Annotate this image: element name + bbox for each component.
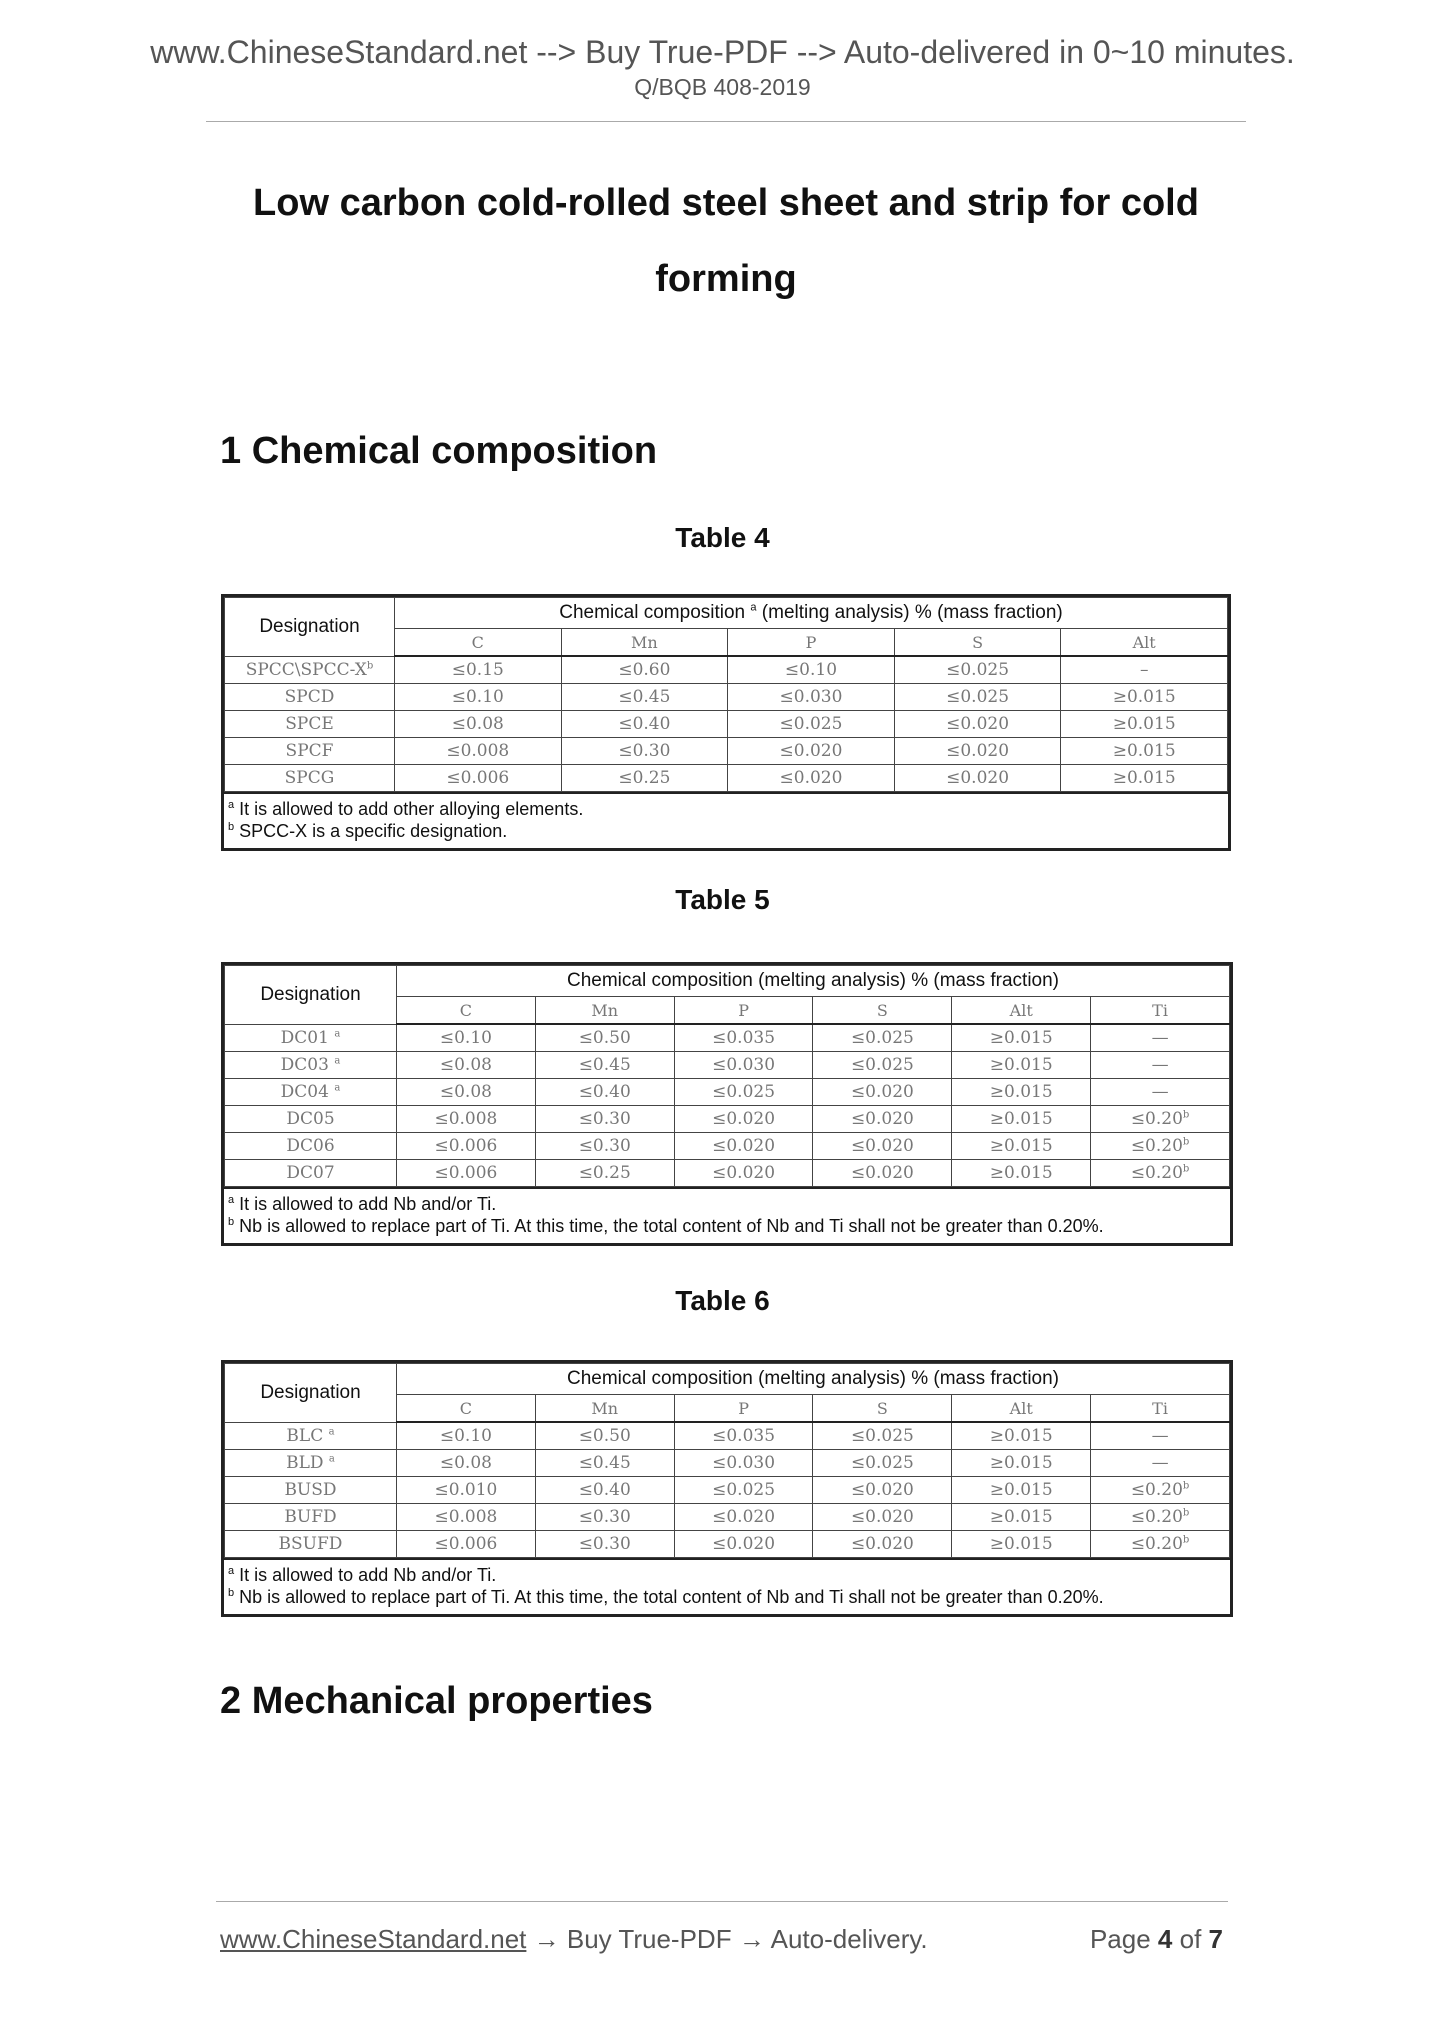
table-cell: ≤0.006 (397, 1133, 536, 1160)
table6-col-header: C (397, 1395, 536, 1423)
table-cell: ≤0.45 (561, 684, 728, 711)
table-cell: ≥0.015 (952, 1504, 1091, 1531)
page-total: 7 (1208, 1924, 1223, 1954)
table-cell: ≤0.40 (561, 711, 728, 738)
table-row (225, 1079, 1230, 1106)
table-cell: ≤0.020 (813, 1531, 952, 1558)
table-cell: ≤0.10 (728, 656, 895, 684)
table5-group-header: Chemical composition (melting analysis) % (mass fraction) (397, 966, 1230, 997)
table-row (225, 711, 1228, 738)
table5-designation-header: Designation (225, 966, 397, 1025)
section-heading-chemical: 1 Chemical composition (220, 430, 658, 472)
footer-delivery-text: Auto-delivery. (770, 1924, 928, 1954)
table-cell: ≤0.006 (395, 765, 562, 792)
table-cell: ≤0.08 (397, 1079, 536, 1106)
table-cell: ≥0.015 (952, 1160, 1091, 1187)
table-footnote: $^b$ Nb is allowed to replace part of Ti. At this time, the total content of Nb and Ti shall not be greater than 0.20%. (228, 1216, 1104, 1236)
table5-notes (224, 1187, 1230, 1243)
table-cell: ≤0.30 (535, 1504, 674, 1531)
table-cell: ≤0.30 (561, 738, 728, 765)
table-cell: ≤0.40 (535, 1477, 674, 1504)
table4-col-header: S (894, 629, 1061, 657)
table-footnote: $^a$ It is allowed to add Nb and/or Ti. (228, 1194, 497, 1214)
table-cell: — (1091, 1422, 1230, 1450)
table5-col-header: Alt (952, 997, 1091, 1025)
table-cell-designation: DC07 (225, 1160, 397, 1187)
table-cell: ≤0.020 (813, 1133, 952, 1160)
table-cell: ≤0.60 (561, 656, 728, 684)
footer-link[interactable]: www.ChineseStandard.net (220, 1924, 527, 1954)
table4-group-header: Chemical composition $^a$ (melting analysis) % (mass fraction) (395, 598, 1228, 629)
table-row (225, 738, 1228, 765)
table-cell: — (1091, 1079, 1230, 1106)
table-cell: — (1091, 1450, 1230, 1477)
table-cell: ≤0.30 (535, 1133, 674, 1160)
table-row (225, 1052, 1230, 1079)
arrow-icon: → (533, 1924, 560, 1954)
table-row (225, 1504, 1230, 1531)
table-cell: ≤0.030 (674, 1052, 813, 1079)
table4-notes (224, 792, 1228, 848)
page-title: Low carbon cold-rolled steel sheet and strip for cold forming (253, 182, 1199, 300)
footer-left (220, 1924, 928, 1955)
table-cell: ≤0.020 (674, 1133, 813, 1160)
table4-caption: Table 4 (675, 522, 770, 553)
table6 (221, 1360, 1233, 1617)
table-footnote: $^a$ It is allowed to add Nb and/or Ti. (228, 1565, 497, 1585)
table-cell: ≤0.008 (395, 738, 562, 765)
table-cell: ≥0.015 (1061, 765, 1228, 792)
table-cell: ≤0.25 (561, 765, 728, 792)
table-cell-designation: BLC $^a$ (225, 1422, 397, 1450)
table-cell: ≤0.020 (813, 1504, 952, 1531)
doc-code: Q/BQB 408-2019 (634, 74, 811, 100)
table-row (225, 684, 1228, 711)
table-cell: ≤0.020 (813, 1477, 952, 1504)
table-cell: ≤0.20$^b$ (1091, 1477, 1230, 1504)
table-cell: ≤0.020 (728, 738, 895, 765)
table5 (221, 962, 1233, 1246)
table-cell-designation: DC01 $^a$ (225, 1024, 397, 1052)
table-cell: ≤0.035 (674, 1024, 813, 1052)
table-cell-designation: SPCD (225, 684, 395, 711)
table-cell-designation: DC05 (225, 1106, 397, 1133)
table-cell: ≤0.20$^b$ (1091, 1504, 1230, 1531)
table-cell: ≤0.45 (535, 1052, 674, 1079)
table-cell: ≤0.020 (674, 1106, 813, 1133)
table-footnote: $^b$ Nb is allowed to replace part of Ti. At this time, the total content of Nb and Ti shall not be greater than 0.20%. (228, 1587, 1104, 1607)
table-cell: ≤0.10 (397, 1024, 536, 1052)
table-cell: ≤0.025 (894, 656, 1061, 684)
table-cell: ≤0.008 (397, 1504, 536, 1531)
table-cell: ≤0.035 (674, 1422, 813, 1450)
table-cell: ≤0.08 (397, 1052, 536, 1079)
table4-designation-header: Designation (225, 598, 395, 657)
table-cell: ≤0.025 (813, 1024, 952, 1052)
table6-col-header: S (813, 1395, 952, 1423)
table-cell-designation: DC06 (225, 1133, 397, 1160)
table-cell: ≥0.015 (952, 1079, 1091, 1106)
table-cell: ≤0.10 (397, 1422, 536, 1450)
table-cell-designation: DC04 $^a$ (225, 1079, 397, 1106)
table-cell: ≤0.45 (535, 1450, 674, 1477)
table-cell: ≤0.40 (535, 1079, 674, 1106)
table-cell: ≥0.015 (952, 1133, 1091, 1160)
table-row (225, 1106, 1230, 1133)
table-row (225, 1450, 1230, 1477)
table-cell: ≤0.030 (728, 684, 895, 711)
table-cell: ≤0.30 (535, 1531, 674, 1558)
table-cell: ≤0.025 (674, 1477, 813, 1504)
table-cell: ≤0.50 (535, 1024, 674, 1052)
table-cell: ≤0.006 (397, 1160, 536, 1187)
table-cell: ≤0.006 (397, 1531, 536, 1558)
table-cell: – (1061, 656, 1228, 684)
table-row (225, 1422, 1230, 1450)
table-cell: ≤0.020 (674, 1531, 813, 1558)
table-cell: ≤0.020 (728, 765, 895, 792)
table-row (225, 1160, 1230, 1187)
table-row (225, 1024, 1230, 1052)
table-cell: ≥0.015 (952, 1450, 1091, 1477)
table-cell-designation: BUFD (225, 1504, 397, 1531)
table-cell: ≤0.025 (728, 711, 895, 738)
table-cell-designation: BLD $^a$ (225, 1450, 397, 1477)
table-cell: ≥0.015 (952, 1052, 1091, 1079)
table-row (225, 765, 1228, 792)
table-cell: ≤0.20$^b$ (1091, 1531, 1230, 1558)
table-cell: ≥0.015 (1061, 711, 1228, 738)
table-cell: — (1091, 1024, 1230, 1052)
table5-col-header: Ti (1091, 997, 1230, 1025)
table-cell: ≤0.020 (813, 1160, 952, 1187)
table-cell: ≤0.008 (397, 1106, 536, 1133)
table-cell: ≤0.025 (813, 1422, 952, 1450)
table-cell-designation: BSUFD (225, 1531, 397, 1558)
table-cell: — (1091, 1052, 1230, 1079)
page-number: 4 (1157, 1924, 1173, 1954)
table-cell: ≤0.020 (894, 711, 1061, 738)
table-cell: ≤0.20$^b$ (1091, 1133, 1230, 1160)
table-cell: ≥0.015 (952, 1422, 1091, 1450)
table4-col-header: Mn (561, 629, 728, 657)
table-row (225, 1531, 1230, 1558)
table-cell: ≤0.50 (535, 1422, 674, 1450)
table-row (225, 1477, 1230, 1504)
table-footnote: $^a$ It is allowed to add other alloying elements. (228, 799, 584, 819)
table5-col-header: P (674, 997, 813, 1025)
table-cell: ≤0.010 (397, 1477, 536, 1504)
table6-col-header: Alt (952, 1395, 1091, 1423)
table6-col-header: P (674, 1395, 813, 1423)
table-footnote: $^b$ SPCC-X is a specific designation. (228, 821, 508, 841)
table4-col-header: P (728, 629, 895, 657)
table-cell-designation: SPCG (225, 765, 395, 792)
table-cell: ≤0.25 (535, 1160, 674, 1187)
table-cell: ≤0.020 (894, 765, 1061, 792)
table-cell: ≤0.025 (894, 684, 1061, 711)
table6-designation-header: Designation (225, 1364, 397, 1423)
table-cell: ≤0.025 (813, 1450, 952, 1477)
table-cell: ≤0.020 (813, 1079, 952, 1106)
table4 (221, 594, 1231, 851)
table6-group-header: Chemical composition (melting analysis) % (mass fraction) (397, 1364, 1230, 1395)
footer-buy-text: Buy True-PDF (566, 1924, 732, 1954)
table-cell: ≤0.020 (813, 1106, 952, 1133)
table-cell-designation: BUSD (225, 1477, 397, 1504)
table-cell: ≤0.030 (674, 1450, 813, 1477)
table-cell: ≥0.015 (952, 1531, 1091, 1558)
footer-divider (216, 1901, 1228, 1902)
section-heading-mechanical: 2 Mechanical properties (220, 1680, 653, 1722)
table-cell-designation: DC03 $^a$ (225, 1052, 397, 1079)
table5-caption: Table 5 (675, 884, 770, 915)
table6-col-header: Mn (535, 1395, 674, 1423)
table-cell: ≤0.020 (674, 1504, 813, 1531)
table-cell: ≥0.015 (952, 1477, 1091, 1504)
table-cell: ≤0.20$^b$ (1091, 1106, 1230, 1133)
table4-col-header: Alt (1061, 629, 1228, 657)
table-cell: ≥0.015 (1061, 738, 1228, 765)
table-cell: ≤0.15 (395, 656, 562, 684)
table6-caption: Table 6 (675, 1285, 770, 1316)
table-cell: ≤0.020 (894, 738, 1061, 765)
table-cell-designation: SPCE (225, 711, 395, 738)
table-cell: ≤0.025 (674, 1079, 813, 1106)
table5-col-header: C (397, 997, 536, 1025)
table-cell: ≥0.015 (952, 1106, 1091, 1133)
header-divider (206, 121, 1246, 122)
table-cell: ≤0.10 (395, 684, 562, 711)
table-cell-designation: $SPCC\backslash SPCC-X^b$ (225, 656, 395, 684)
table6-notes (224, 1558, 1230, 1614)
table-cell: ≥0.015 (952, 1024, 1091, 1052)
table-cell: ≤0.20$^b$ (1091, 1160, 1230, 1187)
table-cell: ≤0.08 (395, 711, 562, 738)
table-cell: ≤0.020 (674, 1160, 813, 1187)
arrow-icon: → (738, 1924, 765, 1954)
table-row (225, 1133, 1230, 1160)
table-cell: ≤0.30 (535, 1106, 674, 1133)
table-cell: ≤0.025 (813, 1052, 952, 1079)
table6-col-header: Ti (1091, 1395, 1230, 1423)
table-cell-designation: SPCF (225, 738, 395, 765)
header-banner: www.ChineseStandard.net --> Buy True-PDF --> Auto-delivered in 0~10 minutes. (150, 34, 1295, 70)
table-cell: ≥0.015 (1061, 684, 1228, 711)
table4-col-header: C (395, 629, 562, 657)
table5-col-header: Mn (535, 997, 674, 1025)
table-cell: ≤0.08 (397, 1450, 536, 1477)
table5-col-header: S (813, 997, 952, 1025)
page-indicator: Page 4 of 7 (1089, 1924, 1223, 1954)
table-row (225, 656, 1228, 684)
